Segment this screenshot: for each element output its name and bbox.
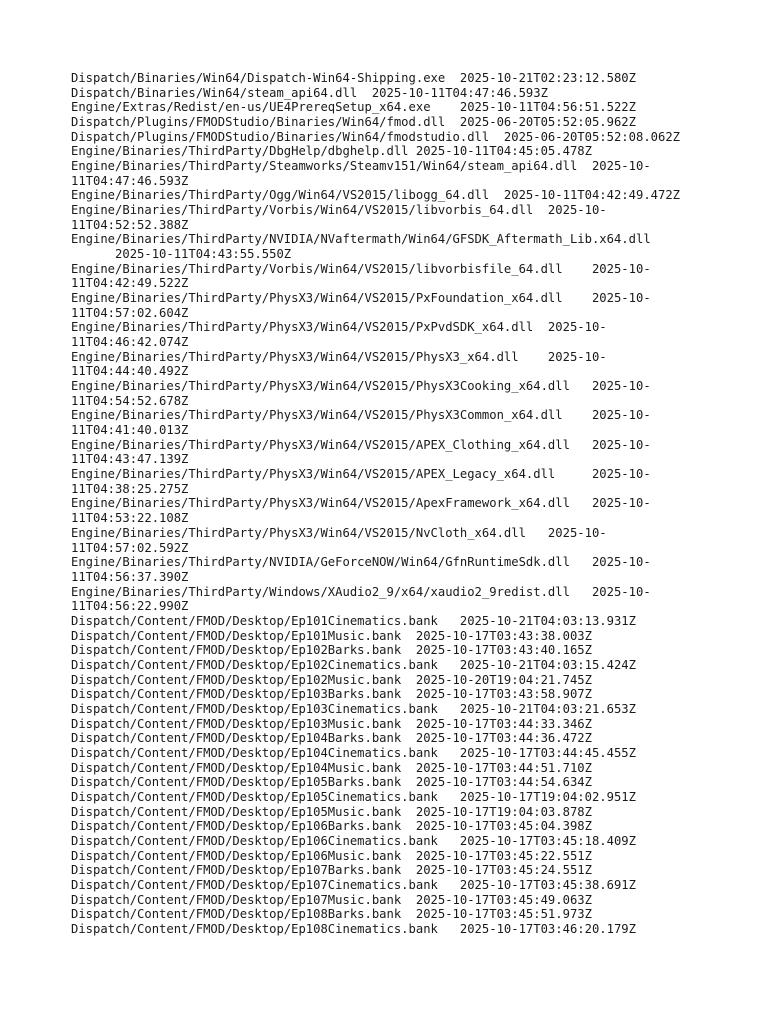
listing-line: Dispatch/Content/FMOD/Desktop/Ep101Cinematics.bank 2025-10-21T04:03:13.931Z [71, 613, 636, 628]
listing-line: Dispatch/Content/FMOD/Desktop/Ep106Cinematics.bank 2025-10-17T03:45:18.409Z [71, 833, 636, 848]
listing-line: Dispatch/Content/FMOD/Desktop/Ep102Barks.bank 2025-10-17T03:43:40.165Z [71, 643, 592, 658]
listing-line: Dispatch/Content/FMOD/Desktop/Ep105Music.bank 2025-10-17T19:04:03.878Z [71, 804, 592, 819]
listing-line: Engine/Binaries/ThirdParty/PhysX3/Win64/VS2015/PxPvdSDK_x64.dll 2025-10- [71, 320, 607, 335]
listing-line: Dispatch/Content/FMOD/Desktop/Ep106Barks.bank 2025-10-17T03:45:04.398Z [71, 819, 592, 834]
listing-line: Engine/Extras/Redist/en-us/UE4PrereqSetup_x64.exe 2025-10-11T04:56:51.522Z [71, 100, 636, 115]
listing-line: 11T04:57:02.604Z [71, 305, 189, 320]
file-listing [71, 71, 691, 937]
listing-line: Dispatch/Content/FMOD/Desktop/Ep103Cinematics.bank 2025-10-21T04:03:21.653Z [71, 701, 636, 716]
listing-line: Engine/Binaries/ThirdParty/PhysX3/Win64/VS2015/ApexFramework_x64.dll 2025-10- [71, 496, 651, 511]
listing-line: 11T04:44:40.492Z [71, 364, 189, 379]
listing-line: Dispatch/Binaries/Win64/steam_api64.dll 2025-10-11T04:47:46.593Z [71, 85, 548, 100]
listing-line: Engine/Binaries/ThirdParty/PhysX3/Win64/VS2015/PxFoundation_x64.dll 2025-10- [71, 291, 651, 306]
listing-line: Engine/Binaries/ThirdParty/PhysX3/Win64/VS2015/APEX_Clothing_x64.dll 2025-10- [71, 437, 651, 452]
listing-line: Engine/Binaries/ThirdParty/NVIDIA/GeForceNOW/Win64/GfnRuntimeSdk.dll 2025-10- [71, 555, 651, 570]
listing-line: Dispatch/Content/FMOD/Desktop/Ep102Music.bank 2025-10-20T19:04:21.745Z [71, 672, 592, 687]
listing-line: 11T04:47:46.593Z [71, 173, 189, 188]
listing-line: 11T04:43:47.139Z [71, 452, 189, 467]
listing-line: 11T04:57:02.592Z [71, 540, 189, 555]
listing-line: Dispatch/Content/FMOD/Desktop/Ep103Barks.bank 2025-10-17T03:43:58.907Z [71, 687, 592, 702]
listing-line: 11T04:54:52.678Z [71, 393, 189, 408]
listing-line: Dispatch/Plugins/FMODStudio/Binaries/Win64/fmodstudio.dll 2025-06-20T05:52:08.062Z [71, 129, 681, 144]
listing-line: Engine/Binaries/ThirdParty/NVIDIA/NVaftermath/Win64/GFSDK_Aftermath_Lib.x64.dll [71, 232, 651, 247]
listing-line: Dispatch/Content/FMOD/Desktop/Ep104Music.bank 2025-10-17T03:44:51.710Z [71, 760, 592, 775]
listing-line: Dispatch/Content/FMOD/Desktop/Ep101Music.bank 2025-10-17T03:43:38.003Z [71, 628, 592, 643]
listing-line: 11T04:56:37.390Z [71, 569, 189, 584]
listing-line: Engine/Binaries/ThirdParty/PhysX3/Win64/VS2015/PhysX3Common_x64.dll 2025-10- [71, 408, 651, 423]
listing-line: 11T04:56:22.990Z [71, 599, 189, 614]
listing-line: Dispatch/Content/FMOD/Desktop/Ep104Cinematics.bank 2025-10-17T03:44:45.455Z [71, 745, 636, 760]
listing-line: Engine/Binaries/ThirdParty/Windows/XAudio2_9/x64/xaudio2_9redist.dll 2025-10- [71, 584, 651, 599]
listing-line: Dispatch/Content/FMOD/Desktop/Ep104Barks.bank 2025-10-17T03:44:36.472Z [71, 731, 592, 746]
listing-line: 11T04:46:42.074Z [71, 335, 189, 350]
listing-line: Engine/Binaries/ThirdParty/PhysX3/Win64/VS2015/APEX_Legacy_x64.dll 2025-10- [71, 467, 651, 482]
listing-line: Dispatch/Plugins/FMODStudio/Binaries/Win64/fmod.dll 2025-06-20T05:52:05.962Z [71, 115, 636, 130]
listing-line: Engine/Binaries/ThirdParty/PhysX3/Win64/VS2015/PhysX3_x64.dll 2025-10- [71, 349, 607, 364]
listing-line: Engine/Binaries/ThirdParty/Ogg/Win64/VS2015/libogg_64.dll 2025-10-11T04:42:49.472Z [71, 188, 681, 203]
listing-line: 11T04:52:52.388Z [71, 217, 189, 232]
listing-line: Engine/Binaries/ThirdParty/PhysX3/Win64/VS2015/NvCloth_x64.dll 2025-10- [71, 525, 607, 540]
listing-line: Dispatch/Content/FMOD/Desktop/Ep108Barks.bank 2025-10-17T03:45:51.973Z [71, 907, 592, 922]
listing-line: Dispatch/Content/FMOD/Desktop/Ep107Cinematics.bank 2025-10-17T03:45:38.691Z [71, 877, 636, 892]
listing-line: Engine/Binaries/ThirdParty/DbgHelp/dbghelp.dll 2025-10-11T04:45:05.478Z [71, 144, 592, 159]
listing-line: 11T04:38:25.275Z [71, 481, 189, 496]
listing-line: 11T04:41:40.013Z [71, 423, 189, 438]
listing-line: Engine/Binaries/ThirdParty/Vorbis/Win64/VS2015/libvorbisfile_64.dll 2025-10- [71, 261, 651, 276]
listing-line: Engine/Binaries/ThirdParty/Steamworks/Steamv151/Win64/steam_api64.dll 2025-10- [71, 159, 651, 174]
listing-line: Dispatch/Content/FMOD/Desktop/Ep102Cinematics.bank 2025-10-21T04:03:15.424Z [71, 657, 636, 672]
listing-line: 11T04:42:49.522Z [71, 276, 189, 291]
listing-line: Dispatch/Content/FMOD/Desktop/Ep105Barks.bank 2025-10-17T03:44:54.634Z [71, 775, 592, 790]
listing-line: Dispatch/Content/FMOD/Desktop/Ep107Barks.bank 2025-10-17T03:45:24.551Z [71, 863, 592, 878]
listing-line: Engine/Binaries/ThirdParty/Vorbis/Win64/VS2015/libvorbis_64.dll 2025-10- [71, 203, 607, 218]
listing-line: Dispatch/Binaries/Win64/Dispatch-Win64-Shipping.exe 2025-10-21T02:23:12.580Z [71, 71, 636, 85]
listing-line: Dispatch/Content/FMOD/Desktop/Ep105Cinematics.bank 2025-10-17T19:04:02.951Z [71, 789, 636, 804]
listing-line: Dispatch/Content/FMOD/Desktop/Ep106Music.bank 2025-10-17T03:45:22.551Z [71, 848, 592, 863]
listing-line: Engine/Binaries/ThirdParty/PhysX3/Win64/VS2015/PhysX3Cooking_x64.dll 2025-10- [71, 379, 651, 394]
listing-line: Dispatch/Content/FMOD/Desktop/Ep107Music.bank 2025-10-17T03:45:49.063Z [71, 892, 592, 907]
listing-line: 2025-10-11T04:43:55.550Z [71, 247, 292, 262]
listing-line: Dispatch/Content/FMOD/Desktop/Ep108Cinematics.bank 2025-10-17T03:46:20.179Z [71, 921, 636, 936]
listing-line: Dispatch/Content/FMOD/Desktop/Ep103Music.bank 2025-10-17T03:44:33.346Z [71, 716, 592, 731]
listing-line: 11T04:53:22.108Z [71, 511, 189, 526]
